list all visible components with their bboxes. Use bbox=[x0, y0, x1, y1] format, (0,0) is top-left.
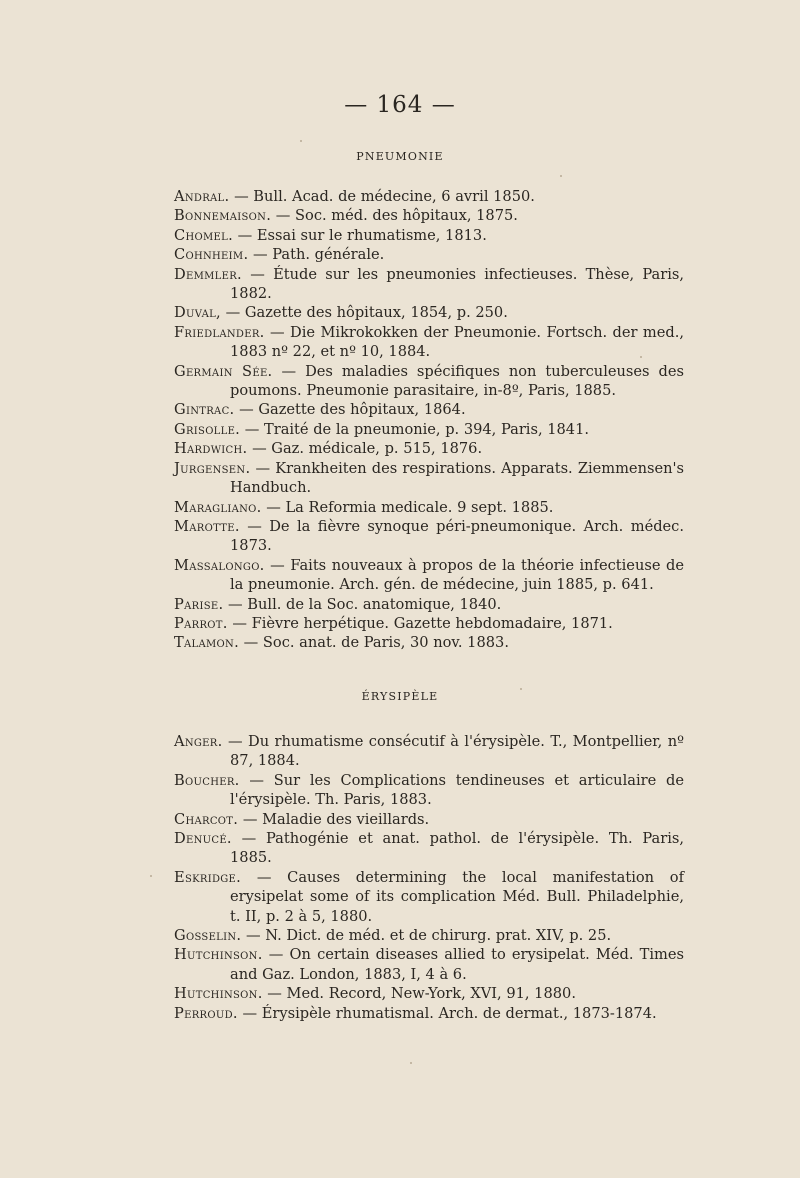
reference-text: — Soc. méd. des hôpitaux, 1875. bbox=[271, 207, 518, 225]
reference-author: Hutchinson. bbox=[174, 946, 263, 964]
reference-entry bbox=[174, 517, 684, 556]
reference-text: — Étude sur les pneumonies infectieuses. Thèse, Paris, 1882. bbox=[230, 265, 684, 303]
reference-text: — Du rhumatisme consécutif à l'érysipèle. T., Montpellier, nº 87, 1884. bbox=[222, 733, 684, 770]
reference-text: — De la fièvre synoque péri-pneumonique. Arch. médec. 1873. bbox=[230, 517, 684, 555]
reference-text: — Érysipèle rhumatismal. Arch. de dermat., 1873-1874. bbox=[237, 1004, 657, 1022]
reference-entry bbox=[174, 459, 684, 498]
reference-text: — Fièvre herpétique. Gazette hebdomadaire, 1871. bbox=[227, 614, 613, 632]
reference-entry bbox=[174, 984, 684, 1003]
reference-text: — Path. générale. bbox=[248, 246, 385, 264]
reference-author: Anger. bbox=[174, 733, 223, 750]
reference-entry bbox=[174, 245, 684, 264]
reference-entry bbox=[174, 829, 684, 868]
reference-entry bbox=[174, 400, 684, 419]
reference-author: Boucher. bbox=[174, 771, 240, 789]
reference-entry bbox=[174, 303, 684, 322]
reference-author: Friedlander. bbox=[174, 323, 265, 341]
reference-entry bbox=[174, 810, 684, 829]
reference-author: Germain Sée. bbox=[174, 362, 273, 380]
reference-author: Massalongo. bbox=[174, 556, 265, 574]
reference-author: Charcot. bbox=[174, 810, 239, 828]
paper-speck bbox=[560, 175, 562, 177]
reference-author: Marotte. bbox=[174, 517, 240, 535]
reference-entry bbox=[174, 633, 684, 652]
section-heading-erysipele: ÉRYSIPÈLE bbox=[361, 690, 439, 703]
reference-text: — Causes determining the local manifestation of erysipelat some of its complication Méd. Bull. Philadelphie, t. II, p. 2 à 5, 1880. bbox=[230, 868, 684, 925]
reference-entry bbox=[174, 362, 684, 401]
reference-author: Parrot. bbox=[174, 614, 228, 632]
reference-text: — Maladie des vieillards. bbox=[238, 810, 430, 828]
reference-entry bbox=[174, 732, 684, 771]
reference-author: Chomel. bbox=[174, 226, 234, 244]
reference-entry bbox=[174, 498, 684, 517]
reference-author: Hardwich. bbox=[174, 440, 248, 458]
reference-author: Grisolle. bbox=[174, 420, 241, 438]
reference-entry bbox=[174, 945, 684, 984]
section-heading-pneumonie: PNEUMONIE bbox=[356, 150, 444, 163]
reference-entry bbox=[174, 226, 684, 245]
paper-speck bbox=[520, 688, 522, 690]
reference-author: Duval, bbox=[174, 304, 221, 322]
reference-text: — On certain diseases allied to erysipelat. Méd. Times and Gaz. London, 1883, I, 4 à 6. bbox=[230, 946, 684, 983]
reference-text: — Die Mikrokokken der Pneumonie. Fortsch. der med., 1883 nº 22, et nº 10, 1884. bbox=[230, 323, 684, 361]
reference-text: — La Reformia medicale. 9 sept. 1885. bbox=[261, 498, 554, 516]
reference-author: Demmler. bbox=[174, 265, 242, 283]
page-number: — 164 — bbox=[344, 92, 456, 118]
reference-text: — Pathogénie et anat. pathol. de l'érysipèle. Th. Paris, 1885. bbox=[230, 830, 684, 867]
reference-author: Perroud. bbox=[174, 1004, 238, 1022]
paper-speck bbox=[640, 356, 642, 358]
reference-text: — Sur les Complications tendineuses et articulaire de l'érysipèle. Th. Paris, 1883. bbox=[230, 771, 684, 809]
reference-text: — Traité de la pneumonie, p. 394, Paris, 1841. bbox=[240, 420, 590, 438]
reference-entry bbox=[174, 1004, 684, 1023]
reference-text: — N. Dict. de méd. et de chirurg. prat. XIV, p. 25. bbox=[241, 927, 612, 945]
reference-list-erysipele bbox=[174, 732, 684, 1023]
reference-author: Gosselin. bbox=[174, 927, 242, 945]
reference-entry bbox=[174, 595, 684, 614]
reference-author: Parise. bbox=[174, 595, 224, 613]
paper-speck bbox=[300, 140, 302, 142]
reference-text: — Soc. anat. de Paris, 30 nov. 1883. bbox=[239, 634, 509, 652]
reference-entry bbox=[174, 265, 684, 304]
reference-author: Jurgensen. bbox=[174, 459, 251, 477]
reference-text: — Gazette des hôpitaux, 1864. bbox=[234, 401, 466, 419]
reference-entry bbox=[174, 187, 684, 206]
reference-author: Denucé. bbox=[174, 830, 232, 848]
reference-text: — Med. Record, New-York, XVI, 91, 1880. bbox=[262, 985, 576, 1003]
reference-text: — Des maladies spécifiques non tuberculeuses des poumons. Pneumonie parasitaire, in-8º, Paris, 1885. bbox=[230, 362, 684, 400]
reference-author: Eskridge. bbox=[174, 868, 242, 886]
reference-author: Bonnemaison. bbox=[174, 207, 272, 225]
paper-speck bbox=[410, 1062, 412, 1064]
reference-text: — Krankheiten des respirations. Apparats. Ziemmensen's Handbuch. bbox=[230, 459, 684, 497]
reference-entry bbox=[174, 868, 684, 926]
paper-speck bbox=[150, 875, 152, 877]
reference-entry bbox=[174, 771, 684, 810]
reference-author: Cohnheim. bbox=[174, 246, 249, 264]
reference-text: — Bull. de la Soc. anatomique, 1840. bbox=[223, 595, 502, 613]
reference-entry bbox=[174, 206, 684, 225]
reference-entry bbox=[174, 556, 684, 595]
reference-text: — Gaz. médicale, p. 515, 1876. bbox=[247, 440, 483, 458]
reference-author: Andral. bbox=[174, 188, 230, 205]
reference-text: — Faits nouveaux à propos de la théorie infectieuse de la pneumonie. Arch. gén. de médecine, juin 1885, p. 641. bbox=[230, 556, 684, 594]
reference-text: — Gazette des hôpitaux, 1854, p. 250. bbox=[220, 304, 508, 322]
reference-author: Maragliano. bbox=[174, 498, 262, 516]
reference-text: — Essai sur le rhumatisme, 1813. bbox=[233, 226, 487, 244]
reference-text: — Bull. Acad. de médecine, 6 avril 1850. bbox=[229, 188, 535, 205]
reference-entry bbox=[174, 420, 684, 439]
reference-author: Gintrac. bbox=[174, 401, 235, 419]
reference-list-pneumonie bbox=[174, 187, 684, 653]
reference-author: Talamon. bbox=[174, 634, 240, 652]
reference-entry bbox=[174, 439, 684, 458]
reference-entry bbox=[174, 614, 684, 633]
reference-entry bbox=[174, 926, 684, 945]
reference-author: Hutchinson. bbox=[174, 985, 263, 1003]
reference-entry bbox=[174, 323, 684, 362]
